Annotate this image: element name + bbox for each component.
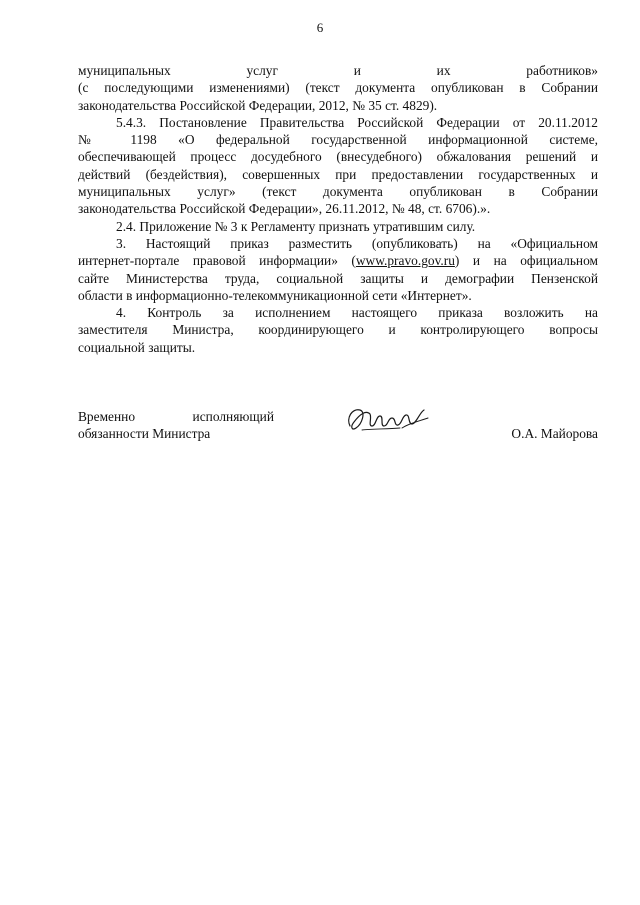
signatory-name: О.А. Майорова: [511, 426, 598, 441]
text-line: 5.4.3. Постановление Правительства Российской Федерации от 20.11.2012: [116, 114, 598, 130]
text-line-with-link: [78, 252, 598, 269]
text-line: сайте Министерства труда, социальной защиты и демографии Пензенской: [78, 270, 598, 286]
text-line: № 1198 «О федеральной государственной информационной системе,: [78, 132, 598, 148]
text-line: законодательства Российской Федерации», 26.11.2012, № 48, ст. 6706).».: [78, 201, 491, 217]
signatory-role-line-2: обязанности Министра: [78, 426, 211, 441]
text-line: действий (бездействия), совершенных при предоставлении государственных и: [78, 166, 598, 182]
handwritten-signature: [342, 400, 432, 440]
link-suffix: ) и на официальном: [454, 253, 598, 269]
text-line: 2.4. Приложение № 3 к Регламенту признать утратившим силу.: [116, 218, 476, 234]
text-line: обеспечивающей процесс досудебного (внесудебного) обжалования решений и: [78, 149, 598, 165]
signatory-role-line-1: Временно исполняющий: [78, 409, 274, 424]
text-line: муниципальных услуг и их работников»: [78, 63, 598, 78]
document-body: [78, 62, 598, 356]
text-line: муниципальных услуг» (текст документа опубликован в Собрании: [78, 184, 598, 200]
text-line: социальной защиты.: [78, 339, 196, 355]
link-prefix: интернет-портале правовой информации» (: [78, 253, 356, 269]
text-line: заместителя Министра, координирующего и контролирующего вопросы: [78, 322, 598, 338]
page-number: 6: [316, 20, 324, 35]
signature-block: [78, 408, 598, 448]
text-line: (с последующими изменениями) (текст документа опубликован в Собрании: [78, 80, 598, 96]
text-line: законодательства Российской Федерации, 2012, № 35 ст. 4829).: [78, 97, 438, 113]
pravo-gov-link[interactable]: www.pravo.gov.ru: [355, 253, 455, 269]
text-line: области в информационно-телекоммуникационной сети «Интернет».: [78, 287, 472, 303]
text-line: 3. Настоящий приказ разместить (опубликовать) на «Официальном: [116, 235, 598, 251]
text-line: 4. Контроль за исполнением настоящего приказа возложить на: [116, 305, 598, 321]
